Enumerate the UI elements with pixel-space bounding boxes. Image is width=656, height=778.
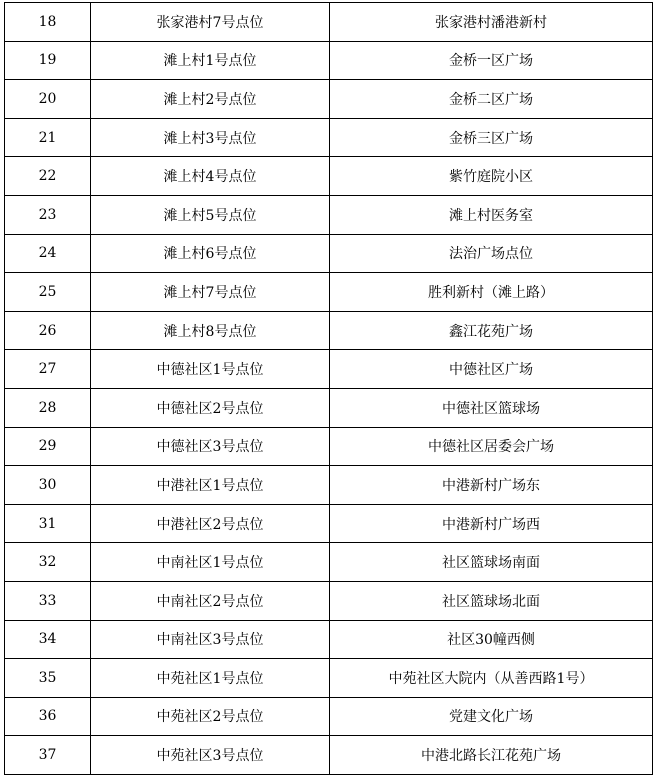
point-location-table	[4, 2, 653, 775]
point-name-cell: 中苑社区3号点位	[91, 736, 330, 775]
table-row	[5, 311, 653, 350]
table-body	[5, 3, 653, 775]
row-number-cell: 29	[5, 427, 91, 466]
point-name-cell: 滩上村3号点位	[91, 118, 330, 157]
location-cell: 滩上村医务室	[330, 195, 653, 234]
location-cell: 社区篮球场南面	[330, 543, 653, 582]
location-cell: 张家港村潘港新村	[330, 3, 653, 42]
point-name-cell: 滩上村8号点位	[91, 311, 330, 350]
row-number-cell: 26	[5, 311, 91, 350]
point-name-cell: 张家港村7号点位	[91, 3, 330, 42]
point-name-cell: 滩上村1号点位	[91, 41, 330, 80]
table-row	[5, 118, 653, 157]
row-number-cell: 37	[5, 736, 91, 775]
point-name-cell: 滩上村4号点位	[91, 157, 330, 196]
row-number-cell: 33	[5, 581, 91, 620]
location-cell: 中港新村广场西	[330, 504, 653, 543]
table-row	[5, 234, 653, 273]
row-number-cell: 25	[5, 273, 91, 312]
location-cell: 法治广场点位	[330, 234, 653, 273]
location-cell: 鑫江花苑广场	[330, 311, 653, 350]
row-number-cell: 18	[5, 3, 91, 42]
table-row	[5, 736, 653, 775]
point-name-cell: 中德社区2号点位	[91, 388, 330, 427]
location-cell: 金桥二区广场	[330, 80, 653, 119]
row-number-cell: 35	[5, 659, 91, 698]
row-number-cell: 30	[5, 466, 91, 505]
point-name-cell: 中港社区1号点位	[91, 466, 330, 505]
row-number-cell: 20	[5, 80, 91, 119]
location-cell: 中港新村广场东	[330, 466, 653, 505]
table-row	[5, 41, 653, 80]
point-name-cell: 中南社区2号点位	[91, 581, 330, 620]
point-name-cell: 滩上村7号点位	[91, 273, 330, 312]
location-cell: 党建文化广场	[330, 697, 653, 736]
row-number-cell: 27	[5, 350, 91, 389]
location-cell: 胜利新村（滩上路）	[330, 273, 653, 312]
point-name-cell: 中德社区1号点位	[91, 350, 330, 389]
point-name-cell: 滩上村5号点位	[91, 195, 330, 234]
point-name-cell: 中南社区3号点位	[91, 620, 330, 659]
point-name-cell: 滩上村6号点位	[91, 234, 330, 273]
table-row	[5, 581, 653, 620]
table-row	[5, 620, 653, 659]
location-cell: 中德社区居委会广场	[330, 427, 653, 466]
table-row	[5, 659, 653, 698]
row-number-cell: 34	[5, 620, 91, 659]
row-number-cell: 22	[5, 157, 91, 196]
row-number-cell: 32	[5, 543, 91, 582]
point-name-cell: 中德社区3号点位	[91, 427, 330, 466]
location-cell: 中德社区篮球场	[330, 388, 653, 427]
point-name-cell: 中苑社区1号点位	[91, 659, 330, 698]
point-name-cell: 中南社区1号点位	[91, 543, 330, 582]
table-row	[5, 466, 653, 505]
location-cell: 金桥三区广场	[330, 118, 653, 157]
row-number-cell: 28	[5, 388, 91, 427]
point-name-cell: 中港社区2号点位	[91, 504, 330, 543]
location-cell: 中苑社区大院内（从善西路1号）	[330, 659, 653, 698]
table-row	[5, 350, 653, 389]
point-name-cell: 中苑社区2号点位	[91, 697, 330, 736]
location-cell: 社区30幢西侧	[330, 620, 653, 659]
table-row	[5, 3, 653, 42]
table-row	[5, 504, 653, 543]
table-row	[5, 195, 653, 234]
table-row	[5, 697, 653, 736]
table-row	[5, 543, 653, 582]
location-cell: 中德社区广场	[330, 350, 653, 389]
table-row	[5, 80, 653, 119]
row-number-cell: 24	[5, 234, 91, 273]
row-number-cell: 19	[5, 41, 91, 80]
table-row	[5, 388, 653, 427]
table-row	[5, 273, 653, 312]
location-cell: 中港北路长江花苑广场	[330, 736, 653, 775]
table-row	[5, 427, 653, 466]
row-number-cell: 31	[5, 504, 91, 543]
row-number-cell: 21	[5, 118, 91, 157]
row-number-cell: 23	[5, 195, 91, 234]
point-name-cell: 滩上村2号点位	[91, 80, 330, 119]
table-row	[5, 157, 653, 196]
location-cell: 社区篮球场北面	[330, 581, 653, 620]
location-cell: 紫竹庭院小区	[330, 157, 653, 196]
row-number-cell: 36	[5, 697, 91, 736]
location-cell: 金桥一区广场	[330, 41, 653, 80]
